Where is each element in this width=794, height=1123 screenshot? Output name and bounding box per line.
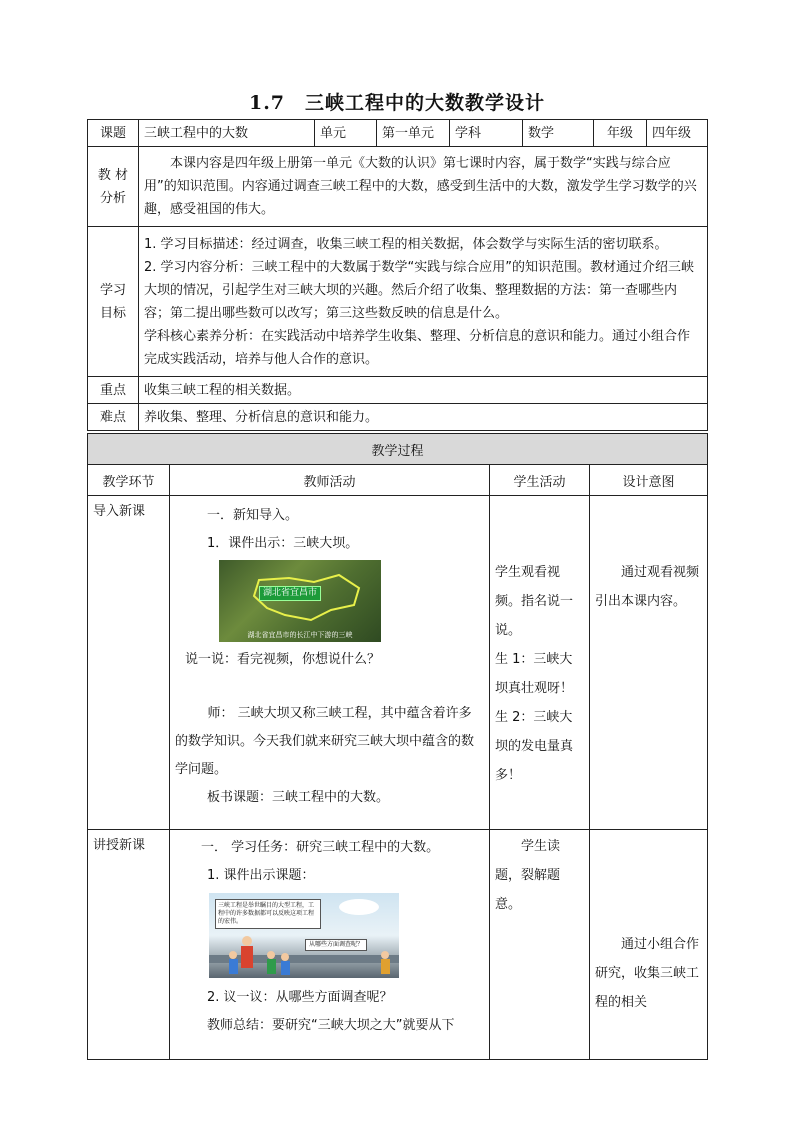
material-label: 教 材 分析 xyxy=(88,147,139,227)
stage-cell: 导入新课 xyxy=(88,496,170,830)
student-activity: 学生观看视频。指名说一说。 生 1：三峡大坝真壮观呀！ 生 2：三峡大坝的发电量真多！ xyxy=(490,496,590,830)
grade-label: 年级 xyxy=(594,120,647,147)
column-header: 设计意图 xyxy=(590,465,708,496)
page-title: 1.7 三峡工程中的大数教学设计 xyxy=(248,92,546,114)
subject-label: 学科 xyxy=(450,120,523,147)
grade-value: 四年级 xyxy=(647,120,708,147)
process-heading: 教学过程 xyxy=(88,434,708,465)
column-header: 教师活动 xyxy=(170,465,490,496)
process-table xyxy=(87,433,708,1060)
objective-item: 1. 学习目标描述：经过调查，收集三峡工程的相关数据，体会数学与实际生活的密切联系。 xyxy=(144,236,668,252)
three-gorges-map-image xyxy=(219,560,381,642)
objective-item: 2. 学习内容分析：三峡工程中的大数属于数学“实践与综合应用”的知识范围。教材通过介绍三峡大坝的情况，引起学生对三峡大坝的兴趣。然后介绍了收集、整理数据的方法：第一查哪些内容；第二提出哪些数可以改写；第三这些数反映的信息是什么。 xyxy=(144,259,695,321)
column-header: 教学环节 xyxy=(88,465,170,496)
speech-bubble: 三峡工程是举世瞩目的大型工程，工程中的许多数据都可以反映这项工程的宏伟。 xyxy=(215,899,321,929)
info-table xyxy=(87,119,708,431)
stage-cell: 讲授新课 xyxy=(88,830,170,1060)
material-text: 本课内容是四年级上册第一单元《大数的认识》第七课时内容，属于数学“实践与综合应用”的知识范围。内容通过调查三峡工程中的大数，感受到生活中的大数，激发学生学习数学的兴趣，感受祖国的伟大。 xyxy=(139,147,708,227)
map-caption: 湖北省宜昌市的长江中下游的三峡 xyxy=(247,631,353,639)
objective-item: 学科核心素养分析：在实践活动中培养学生收集、整理、分析信息的意识和能力。通过小组合作完成实践活动，培养与他人合作的意识。 xyxy=(144,328,691,367)
unit-value: 第一单元 xyxy=(377,120,450,147)
column-header: 学生活动 xyxy=(490,465,590,496)
map-place-label: 湖北省宜昌市 xyxy=(259,586,321,601)
student-activity: 学生读题，裂解题意。 xyxy=(490,830,590,1060)
difficulty-label: 难点 xyxy=(88,404,139,431)
map-outline-icon xyxy=(219,560,381,642)
design-intent: 通过观看视频引出本课内容。 xyxy=(590,496,708,830)
unit-label: 单元 xyxy=(315,120,377,147)
key-point-text: 收集三峡工程的相关数据。 xyxy=(139,377,708,404)
difficulty-text: 养收集、整理、分析信息的意识和能力。 xyxy=(139,404,708,431)
objectives-text xyxy=(139,227,708,377)
objectives-label: 学习 目标 xyxy=(88,227,139,377)
speech-bubble-question: 从哪些方面调查呢？ xyxy=(305,939,367,951)
key-point-label: 重点 xyxy=(88,377,139,404)
topic-label: 课题 xyxy=(88,120,139,147)
subject-value: 数学 xyxy=(523,120,594,147)
table-row xyxy=(88,496,708,830)
people-figures-icon xyxy=(209,893,399,978)
table-row xyxy=(88,830,708,1060)
teacher-activity: 一． 学习任务：研究三峡工程中的大数。 1. 课件出示课题： 三峡工程是举世瞩目的大型工程，工程中的许多数据都可以反映这项工程的宏伟。 从哪些方面调查呢？ 2. 议一议：从哪些方面调查呢？ 教师总结：要研究“三峡大坝之大”就要从下 xyxy=(170,830,490,1060)
teacher-activity: 一．新知导入。 1．课件出示：三峡大坝。 湖北省宜昌市 湖北省宜昌市的长江中下游的三峡 说一说：看完视频，你想说什么？ 师： 三峡大坝又称三峡工程，其中蕴含着许多的数学知识。今天我们就来研究三峡大坝中蕴含的数学问题。 板书课题：三峡工程中的大数。 xyxy=(170,496,490,830)
topic-value: 三峡工程中的大数 xyxy=(139,120,315,147)
classroom-illustration-image xyxy=(209,893,399,978)
design-intent: 通过小组合作研究，收集三峡工程的相关 xyxy=(590,830,708,1060)
